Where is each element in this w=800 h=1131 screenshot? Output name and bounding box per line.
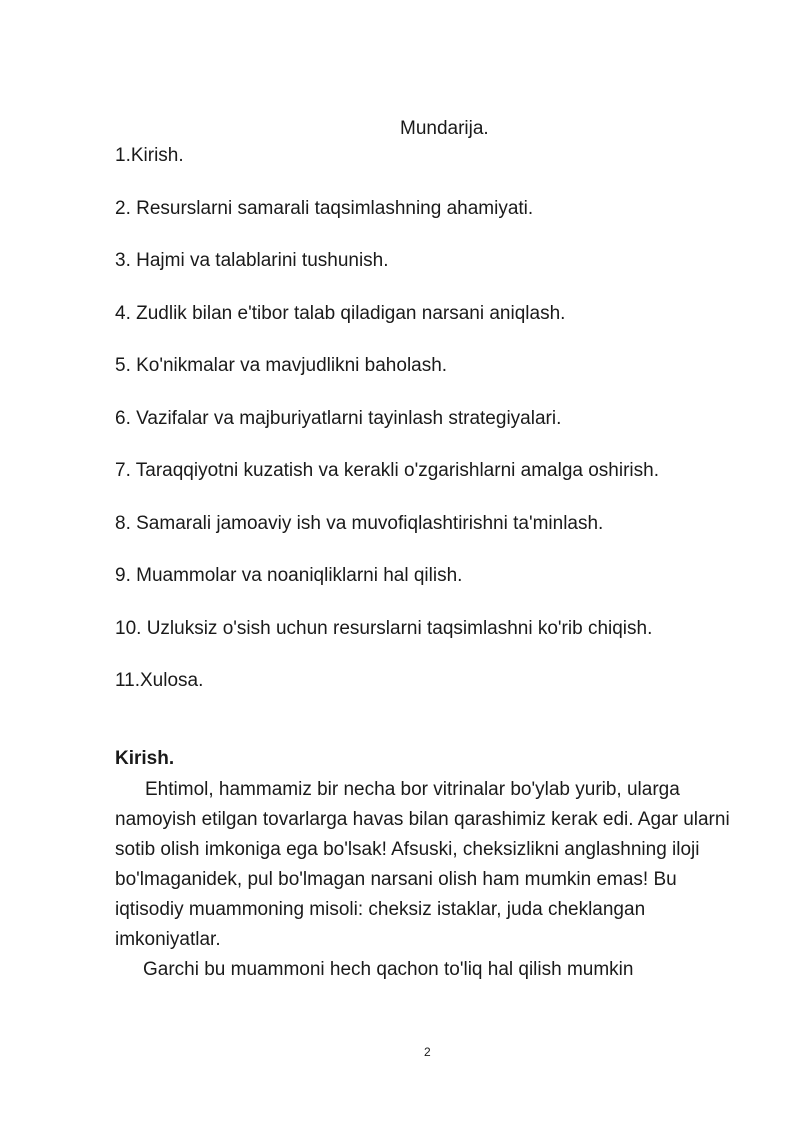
page-number: 2	[424, 1045, 431, 1059]
toc-item: 2. Resurslarni samarali taqsimlashning ahamiyati.	[115, 197, 534, 219]
body-paragraph: Ehtimol, hammamiz bir necha bor vitrinalar bo'ylab yurib, ularga namoyish etilgan tovarlarga havas bilan qarashimiz kerak edi. Agar ularni sotib olish imkoniga ega bo'lsak! Afsuski, cheksizlikni anglashning iloji bo'lmaganidek, pul bo'lmagan narsani olish ham mumkin emas! Bu iqtisodiy muammoning misoli: cheksiz istaklar, juda cheklangan imkoniyatlar.	[115, 779, 730, 950]
toc-item: 10. Uzluksiz o'sish uchun resurslarni taqsimlashni ko'rib chiqish.	[115, 617, 653, 639]
toc-item: 4. Zudlik bilan e'tibor talab qiladigan narsani aniqlash.	[115, 302, 566, 324]
toc-title: Mundarija.	[400, 118, 489, 139]
toc-item: 5. Ko'nikmalar va mavjudlikni baholash.	[115, 355, 448, 376]
toc-item: 1.Kirish.	[115, 145, 184, 166]
section-heading: Kirish.	[115, 748, 175, 769]
body-paragraph: Garchi bu muammoni hech qachon to'liq hal qilish mumkin	[143, 959, 634, 980]
toc-item: 9. Muammolar va noaniqliklarni hal qilish.	[115, 565, 463, 586]
toc-item: 3. Hajmi va talablarini tushunish.	[115, 250, 389, 271]
section-body	[115, 775, 745, 985]
toc-item: 7. Taraqqiyotni kuzatish va kerakli o'zgarishlarni amalga oshirish.	[115, 460, 659, 481]
toc-item: 8. Samarali jamoaviy ish va muvofiqlashtirishni ta'minlash.	[115, 512, 604, 534]
toc-item: 11.Xulosa.	[115, 670, 204, 691]
table-of-contents	[115, 144, 755, 722]
toc-item: 6. Vazifalar va majburiyatlarni tayinlash strategiyalari.	[115, 407, 562, 429]
